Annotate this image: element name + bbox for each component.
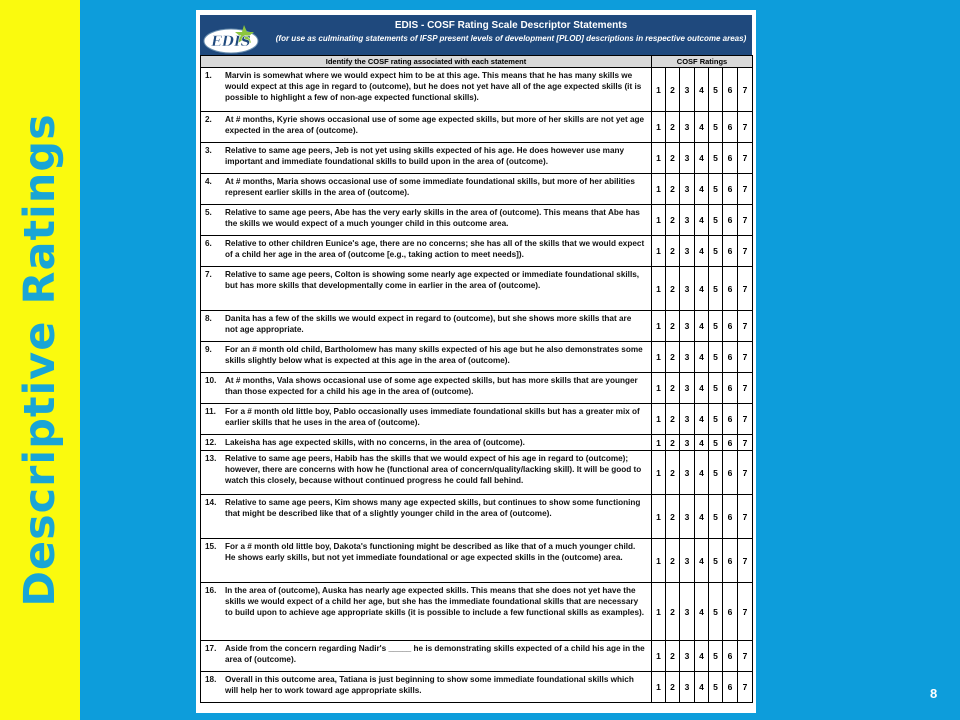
rating-option-7: 7 [738, 342, 753, 373]
statement-number: 6. [205, 239, 212, 248]
rating-option-7: 7 [738, 373, 753, 404]
rating-option-5: 5 [709, 539, 723, 583]
rating-option-1: 1 [652, 435, 666, 451]
rating-option-1: 1 [652, 672, 666, 703]
rating-option-1: 1 [652, 539, 666, 583]
rating-option-5: 5 [709, 672, 723, 703]
rating-option-3: 3 [680, 435, 695, 451]
rating-option-3: 3 [680, 311, 695, 342]
rating-option-6: 6 [723, 236, 738, 267]
rating-option-4: 4 [695, 672, 709, 703]
rating-option-3: 3 [680, 495, 695, 539]
page-number: 8 [930, 686, 938, 701]
statement-number: 1. [205, 71, 212, 80]
rating-option-3: 3 [680, 583, 695, 641]
rating-option-5: 5 [709, 435, 723, 451]
statement-cell [201, 205, 652, 236]
table-row [201, 583, 753, 641]
statement-cell [201, 495, 652, 539]
rating-option-4: 4 [695, 641, 709, 672]
rating-option-6: 6 [723, 539, 738, 583]
rating-option-3: 3 [680, 451, 695, 495]
rating-option-1: 1 [652, 112, 666, 143]
table-row [201, 672, 753, 703]
rating-option-6: 6 [723, 342, 738, 373]
rating-option-5: 5 [709, 311, 723, 342]
document-title: EDIS - COSF Rating Scale Descriptor Statements [394, 20, 628, 31]
statement-text: Relative to same age peers, Habib has the skills that we would expect of his age in regard to (outcome); however, there are concerns with how he (functional area of concern/quality/lacking skill). It will be good to watch this closely, because without continued progress he could fall behind. [225, 454, 642, 485]
table-row [201, 205, 753, 236]
table-row [201, 112, 753, 143]
rating-option-7: 7 [738, 267, 753, 311]
statement-text: For a # month old little boy, Pablo occasionally uses immediate foundational skills but has a greater mix of earlier skills that he uses in the area of (outcome). [225, 407, 640, 427]
rating-option-6: 6 [723, 641, 738, 672]
rating-option-2: 2 [666, 112, 680, 143]
rating-option-6: 6 [723, 267, 738, 311]
rating-option-4: 4 [695, 451, 709, 495]
table-header-row [201, 56, 753, 68]
rating-option-6: 6 [723, 583, 738, 641]
statement-number: 5. [205, 208, 212, 217]
rating-option-4: 4 [695, 495, 709, 539]
rating-option-3: 3 [680, 112, 695, 143]
rating-option-3: 3 [680, 342, 695, 373]
ratings-column-header: COSF Ratings [652, 56, 753, 68]
rating-option-7: 7 [738, 112, 753, 143]
rating-option-5: 5 [709, 373, 723, 404]
statement-number: 14. [205, 498, 217, 507]
rating-option-6: 6 [723, 174, 738, 205]
statement-number: 8. [205, 314, 212, 323]
rating-option-3: 3 [680, 205, 695, 236]
rating-option-6: 6 [723, 373, 738, 404]
rating-option-7: 7 [738, 311, 753, 342]
svg-text:EDIS: EDIS [211, 34, 251, 50]
statement-text: In the area of (outcome), Auska has nearly age expected skills. This means that she does not yet have the skills we would expect of a child her age, but she has the immediate foundational skills that are necessary to build upon to achieve age appropriate skills (it is possible to include a few functional skills as examples). [225, 586, 645, 617]
rating-option-7: 7 [738, 641, 753, 672]
document-image [196, 10, 756, 713]
rating-option-7: 7 [738, 143, 753, 174]
rating-option-1: 1 [652, 583, 666, 641]
statement-cell [201, 174, 652, 205]
rating-option-6: 6 [723, 205, 738, 236]
statement-text: Relative to same age peers, Colton is showing some nearly age expected or immediate foundational skills, but has more skills that developmentally come in earlier in the area of (outcome). [225, 270, 640, 290]
slide-title: Descriptive Ratings [15, 113, 65, 607]
statement-cell [201, 112, 652, 143]
rating-option-6: 6 [723, 672, 738, 703]
statement-number: 10. [205, 376, 217, 385]
statement-column-header: Identify the COSF rating associated with each statement [201, 56, 652, 68]
statement-number: 3. [205, 146, 212, 155]
rating-option-1: 1 [652, 373, 666, 404]
rating-option-5: 5 [709, 143, 723, 174]
statement-number: 11. [205, 407, 216, 416]
rating-option-5: 5 [709, 641, 723, 672]
rating-option-2: 2 [666, 143, 680, 174]
document-subtitle: (for use as culminating statements of IFSP present levels of development [PLOD] descriptions in respective outcome areas) [275, 34, 747, 43]
rating-option-6: 6 [723, 435, 738, 451]
rating-option-5: 5 [709, 451, 723, 495]
table-row [201, 373, 753, 404]
rating-option-5: 5 [709, 267, 723, 311]
statement-text: Relative to other children Eunice's age, there are no concerns; she has all of the skills that we would expect of a child her age in the area of (outcome [e.g., taking action to meet needs]). [225, 239, 645, 259]
rating-option-3: 3 [680, 373, 695, 404]
rating-option-3: 3 [680, 174, 695, 205]
statement-cell [201, 143, 652, 174]
statement-number: 12. [205, 438, 217, 447]
rating-option-7: 7 [738, 236, 753, 267]
rating-option-2: 2 [666, 68, 680, 112]
rating-option-4: 4 [695, 143, 709, 174]
rating-option-3: 3 [680, 672, 695, 703]
rating-option-4: 4 [695, 236, 709, 267]
rating-option-2: 2 [666, 495, 680, 539]
rating-option-7: 7 [738, 435, 753, 451]
table-row [201, 539, 753, 583]
statement-cell [201, 583, 652, 641]
rating-option-1: 1 [652, 236, 666, 267]
rating-option-6: 6 [723, 451, 738, 495]
rating-option-4: 4 [695, 205, 709, 236]
statement-number: 17. [205, 644, 217, 653]
statement-number: 4. [205, 177, 212, 186]
rating-option-5: 5 [709, 495, 723, 539]
statement-cell [201, 236, 652, 267]
rating-option-1: 1 [652, 68, 666, 112]
rating-option-7: 7 [738, 672, 753, 703]
rating-option-2: 2 [666, 672, 680, 703]
rating-option-2: 2 [666, 373, 680, 404]
statement-text: Lakeisha has age expected skills, with no concerns, in the area of (outcome). [225, 438, 525, 447]
table-row [201, 143, 753, 174]
rating-option-2: 2 [666, 236, 680, 267]
cosf-table [200, 55, 753, 703]
rating-option-6: 6 [723, 404, 738, 435]
rating-option-4: 4 [695, 539, 709, 583]
rating-option-2: 2 [666, 311, 680, 342]
rating-option-4: 4 [695, 435, 709, 451]
rating-option-2: 2 [666, 205, 680, 236]
statement-number: 9. [205, 345, 212, 354]
rating-option-4: 4 [695, 174, 709, 205]
rating-option-1: 1 [652, 404, 666, 435]
rating-option-2: 2 [666, 342, 680, 373]
rating-option-1: 1 [652, 495, 666, 539]
statement-cell [201, 311, 652, 342]
rating-option-1: 1 [652, 267, 666, 311]
statement-text: Marvin is somewhat where we would expect him to be at this age. This means that he has many skills we would expect at this age in regard to (outcome), but he does not yet have all of the age expected skills (it is possible to highlight a few of non-age expected functional skills). [225, 71, 642, 102]
rating-option-4: 4 [695, 373, 709, 404]
statement-text: For an # month old child, Bartholomew has many skills expected of his age but he also demonstrates some skills slightly below what is expected at this age in the area of (outcome). [225, 345, 643, 365]
rating-option-7: 7 [738, 404, 753, 435]
table-row [201, 641, 753, 672]
statement-text: Aside from the concern regarding Nadir's _____ he is demonstrating skills expected of a child his age in the area of (outcome). [225, 644, 645, 664]
rating-option-1: 1 [652, 143, 666, 174]
rating-option-4: 4 [695, 68, 709, 112]
rating-option-1: 1 [652, 311, 666, 342]
rating-option-7: 7 [738, 205, 753, 236]
table-row [201, 174, 753, 205]
rating-option-5: 5 [709, 404, 723, 435]
rating-option-6: 6 [723, 495, 738, 539]
statement-cell [201, 373, 652, 404]
rating-option-7: 7 [738, 583, 753, 641]
rating-option-5: 5 [709, 236, 723, 267]
table-row [201, 311, 753, 342]
statement-cell [201, 451, 652, 495]
rating-option-4: 4 [695, 583, 709, 641]
statement-text: For a # month old little boy, Dakota's functioning might be described as like that of a much younger child. He shows early skills, but not yet immediate foundational or age expected skills in the (outcome) area. [225, 542, 636, 562]
statement-cell [201, 672, 652, 703]
statement-number: 16. [205, 586, 217, 595]
rating-option-6: 6 [723, 68, 738, 112]
table-row [201, 342, 753, 373]
statement-cell [201, 435, 652, 451]
rating-option-7: 7 [738, 539, 753, 583]
statement-number: 15. [205, 542, 217, 551]
edis-logo [200, 19, 266, 57]
table-row [201, 495, 753, 539]
rating-option-2: 2 [666, 267, 680, 311]
cosf-table-body [201, 56, 753, 703]
rating-option-4: 4 [695, 311, 709, 342]
rating-option-1: 1 [652, 641, 666, 672]
rating-option-7: 7 [738, 495, 753, 539]
statement-text: At # months, Maria shows occasional use of some immediate foundational skills, but more of her abilities represent earlier skills in the area of (outcome). [225, 177, 635, 197]
rating-option-5: 5 [709, 583, 723, 641]
rating-option-5: 5 [709, 342, 723, 373]
rating-option-2: 2 [666, 583, 680, 641]
document-header [200, 15, 752, 55]
rating-option-5: 5 [709, 205, 723, 236]
table-row [201, 236, 753, 267]
rating-option-3: 3 [680, 641, 695, 672]
rating-option-2: 2 [666, 451, 680, 495]
statement-cell [201, 342, 652, 373]
rating-option-6: 6 [723, 143, 738, 174]
table-row [201, 267, 753, 311]
table-row [201, 404, 753, 435]
rating-option-5: 5 [709, 68, 723, 112]
rating-option-3: 3 [680, 143, 695, 174]
rating-option-4: 4 [695, 404, 709, 435]
rating-option-3: 3 [680, 404, 695, 435]
statement-text: Overall in this outcome area, Tatiana is just beginning to show some immediate foundational skills which will help her to work toward age appropriate skills. [225, 675, 634, 695]
rating-option-1: 1 [652, 451, 666, 495]
rating-option-4: 4 [695, 112, 709, 143]
rating-option-3: 3 [680, 539, 695, 583]
statement-cell [201, 404, 652, 435]
statement-number: 7. [205, 270, 212, 279]
statement-text: Relative to same age peers, Abe has the very early skills in the area of (outcome). This means that Abe has the skills we would expect of a much younger child in this outcome area. [225, 208, 640, 228]
rating-option-3: 3 [680, 236, 695, 267]
rating-option-3: 3 [680, 267, 695, 311]
rating-option-1: 1 [652, 205, 666, 236]
statement-number: 13. [205, 454, 217, 463]
statement-text: At # months, Vala shows occasional use of some age expected skills, but has more skills that are younger than those expected for a child his age in the area of (outcome). [225, 376, 638, 396]
statement-text: At # months, Kyrie shows occasional use of some age expected skills, but more of her skills are not yet age expected in the area of (outcome). [225, 115, 645, 135]
rating-option-2: 2 [666, 641, 680, 672]
statement-number: 18. [205, 675, 217, 684]
statement-text: Danita has a few of the skills we would expect in regard to (outcome), but she shows more skills that are not age appropriate. [225, 314, 632, 334]
table-row [201, 451, 753, 495]
rating-option-5: 5 [709, 112, 723, 143]
statement-number: 2. [205, 115, 212, 124]
statement-cell [201, 267, 652, 311]
statement-cell [201, 539, 652, 583]
rating-option-1: 1 [652, 342, 666, 373]
rating-option-7: 7 [738, 68, 753, 112]
rating-option-1: 1 [652, 174, 666, 205]
rating-option-2: 2 [666, 539, 680, 583]
rating-option-4: 4 [695, 342, 709, 373]
statement-cell [201, 68, 652, 112]
statement-cell [201, 641, 652, 672]
rating-option-2: 2 [666, 404, 680, 435]
statement-text: Relative to same age peers, Kim shows many age expected skills, but continues to show some functioning that might be described like that of a slightly younger child in the area of (outcome). [225, 498, 641, 518]
rating-option-2: 2 [666, 435, 680, 451]
table-row [201, 68, 753, 112]
rating-option-6: 6 [723, 311, 738, 342]
rating-option-3: 3 [680, 68, 695, 112]
rating-option-6: 6 [723, 112, 738, 143]
rating-option-7: 7 [738, 451, 753, 495]
table-row [201, 435, 753, 451]
rating-option-5: 5 [709, 174, 723, 205]
rating-option-4: 4 [695, 267, 709, 311]
statement-text: Relative to same age peers, Jeb is not yet using skills expected of his age. He does however use many important and immediate foundational skills to build upon in the area of (outcome). [225, 146, 625, 166]
rating-option-7: 7 [738, 174, 753, 205]
rating-option-2: 2 [666, 174, 680, 205]
